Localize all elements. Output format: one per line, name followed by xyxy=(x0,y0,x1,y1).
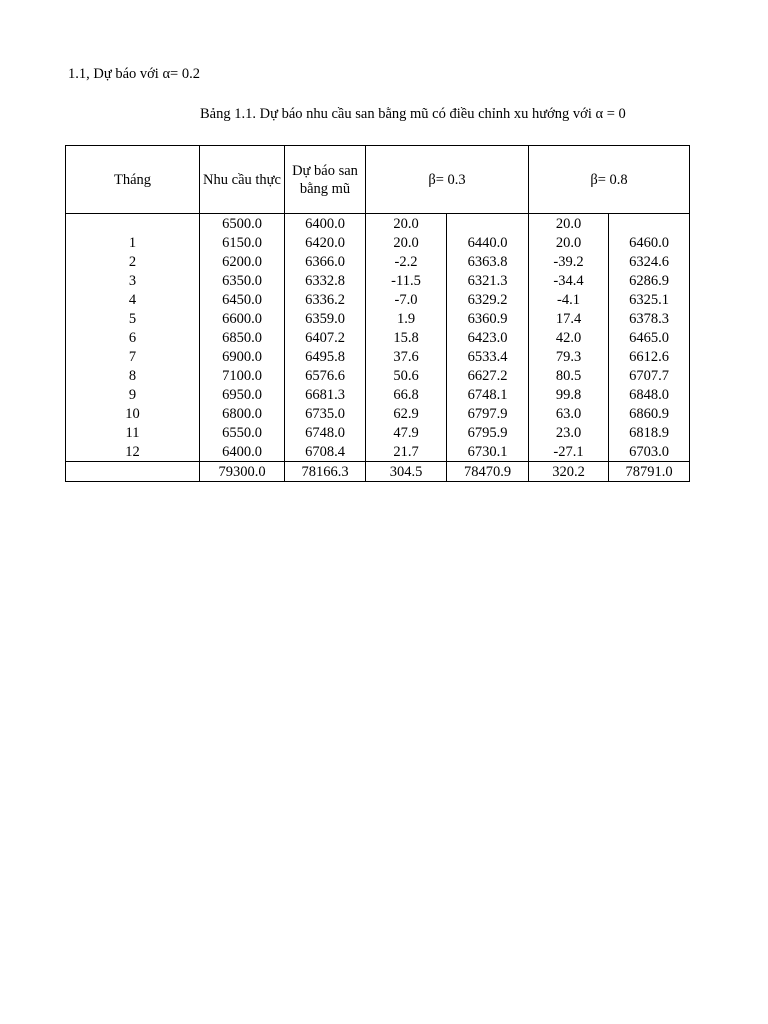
cell-adjusted-b03: 6533.4 xyxy=(447,347,529,366)
cell-forecast: 6366.0 xyxy=(285,252,366,271)
cell-month: 5 xyxy=(66,309,200,328)
cell-actual: 6900.0 xyxy=(200,347,285,366)
total-cell-adjusted-b03: 78470.9 xyxy=(447,462,529,482)
table-row xyxy=(66,271,690,290)
cell-month: 4 xyxy=(66,290,200,309)
total-cell-forecast: 78166.3 xyxy=(285,462,366,482)
cell-month: 9 xyxy=(66,385,200,404)
section-heading: 1.1, Dự báo với α= 0.2 xyxy=(68,66,200,82)
forecast-table xyxy=(65,145,690,482)
cell-trend-b03: 62.9 xyxy=(366,404,447,423)
cell-forecast: 6576.6 xyxy=(285,366,366,385)
table-row xyxy=(66,233,690,252)
cell-trend-b03: 1.9 xyxy=(366,309,447,328)
cell-actual: 6800.0 xyxy=(200,404,285,423)
cell-adjusted-b03: 6730.1 xyxy=(447,442,529,462)
cell-trend-b03: -7.0 xyxy=(366,290,447,309)
cell-adjusted-b03: 6360.9 xyxy=(447,309,529,328)
cell-adjusted-b08 xyxy=(609,214,690,234)
cell-trend-b08: -39.2 xyxy=(529,252,609,271)
cell-actual: 6400.0 xyxy=(200,442,285,462)
cell-forecast: 6407.2 xyxy=(285,328,366,347)
cell-actual: 6500.0 xyxy=(200,214,285,234)
cell-forecast: 6400.0 xyxy=(285,214,366,234)
cell-trend-b03: 66.8 xyxy=(366,385,447,404)
cell-actual: 6200.0 xyxy=(200,252,285,271)
cell-forecast: 6359.0 xyxy=(285,309,366,328)
cell-month: 3 xyxy=(66,271,200,290)
header-month: Tháng xyxy=(66,146,200,214)
header-beta-0-8: β= 0.8 xyxy=(529,146,690,214)
cell-month: 8 xyxy=(66,366,200,385)
cell-adjusted-b08: 6860.9 xyxy=(609,404,690,423)
cell-forecast: 6336.2 xyxy=(285,290,366,309)
cell-trend-b08: 20.0 xyxy=(529,233,609,252)
cell-actual: 6600.0 xyxy=(200,309,285,328)
cell-trend-b08: 23.0 xyxy=(529,423,609,442)
cell-adjusted-b03: 6627.2 xyxy=(447,366,529,385)
cell-adjusted-b08: 6324.6 xyxy=(609,252,690,271)
cell-trend-b03: 47.9 xyxy=(366,423,447,442)
cell-adjusted-b08: 6612.6 xyxy=(609,347,690,366)
cell-adjusted-b03: 6748.1 xyxy=(447,385,529,404)
cell-month xyxy=(66,214,200,234)
cell-forecast: 6748.0 xyxy=(285,423,366,442)
table-row xyxy=(66,328,690,347)
cell-adjusted-b08: 6378.3 xyxy=(609,309,690,328)
cell-adjusted-b08: 6325.1 xyxy=(609,290,690,309)
cell-forecast: 6735.0 xyxy=(285,404,366,423)
cell-trend-b08: 17.4 xyxy=(529,309,609,328)
cell-trend-b08: -4.1 xyxy=(529,290,609,309)
cell-adjusted-b03: 6795.9 xyxy=(447,423,529,442)
cell-adjusted-b03: 6321.3 xyxy=(447,271,529,290)
total-cell-adjusted-b08: 78791.0 xyxy=(609,462,690,482)
cell-forecast: 6495.8 xyxy=(285,347,366,366)
table-row xyxy=(66,214,690,234)
cell-trend-b08: 79.3 xyxy=(529,347,609,366)
cell-adjusted-b03 xyxy=(447,214,529,234)
cell-trend-b03: 21.7 xyxy=(366,442,447,462)
cell-trend-b03: 20.0 xyxy=(366,214,447,234)
cell-actual: 6350.0 xyxy=(200,271,285,290)
cell-trend-b08: -27.1 xyxy=(529,442,609,462)
table-row xyxy=(66,366,690,385)
cell-month: 1 xyxy=(66,233,200,252)
cell-forecast: 6420.0 xyxy=(285,233,366,252)
cell-trend-b03: 50.6 xyxy=(366,366,447,385)
cell-adjusted-b03: 6363.8 xyxy=(447,252,529,271)
cell-adjusted-b03: 6440.0 xyxy=(447,233,529,252)
cell-actual: 6950.0 xyxy=(200,385,285,404)
cell-month: 12 xyxy=(66,442,200,462)
cell-adjusted-b08: 6707.7 xyxy=(609,366,690,385)
cell-trend-b08: 99.8 xyxy=(529,385,609,404)
cell-month: 2 xyxy=(66,252,200,271)
table-row xyxy=(66,252,690,271)
cell-forecast: 6681.3 xyxy=(285,385,366,404)
cell-adjusted-b03: 6329.2 xyxy=(447,290,529,309)
cell-actual: 6850.0 xyxy=(200,328,285,347)
cell-trend-b03: -11.5 xyxy=(366,271,447,290)
table-row xyxy=(66,385,690,404)
cell-adjusted-b08: 6465.0 xyxy=(609,328,690,347)
header-exp-smoothing-forecast: Dự báo san bằng mũ xyxy=(285,146,366,214)
total-cell-month xyxy=(66,462,200,482)
cell-trend-b03: 15.8 xyxy=(366,328,447,347)
cell-month: 6 xyxy=(66,328,200,347)
cell-trend-b08: 63.0 xyxy=(529,404,609,423)
cell-actual: 6550.0 xyxy=(200,423,285,442)
table-row xyxy=(66,347,690,366)
cell-adjusted-b03: 6423.0 xyxy=(447,328,529,347)
cell-trend-b03: 20.0 xyxy=(366,233,447,252)
table-row xyxy=(66,290,690,309)
table-row xyxy=(66,309,690,328)
cell-forecast: 6708.4 xyxy=(285,442,366,462)
cell-forecast: 6332.8 xyxy=(285,271,366,290)
cell-trend-b08: 80.5 xyxy=(529,366,609,385)
cell-trend-b08: 42.0 xyxy=(529,328,609,347)
cell-month: 10 xyxy=(66,404,200,423)
cell-actual: 6150.0 xyxy=(200,233,285,252)
table-caption: Bảng 1.1. Dự báo nhu cầu san bằng mũ có điều chỉnh xu hướng với α = 0 xyxy=(200,106,626,122)
cell-trend-b08: 20.0 xyxy=(529,214,609,234)
cell-adjusted-b03: 6797.9 xyxy=(447,404,529,423)
cell-adjusted-b08: 6460.0 xyxy=(609,233,690,252)
table-row xyxy=(66,442,690,462)
cell-adjusted-b08: 6703.0 xyxy=(609,442,690,462)
table-body xyxy=(66,214,690,482)
cell-adjusted-b08: 6286.9 xyxy=(609,271,690,290)
cell-actual: 6450.0 xyxy=(200,290,285,309)
total-cell-actual: 79300.0 xyxy=(200,462,285,482)
header-actual-demand: Nhu cầu thực xyxy=(200,146,285,214)
header-beta-0-3: β= 0.3 xyxy=(366,146,529,214)
total-cell-trend-b08: 320.2 xyxy=(529,462,609,482)
table-row xyxy=(66,423,690,442)
table-row xyxy=(66,404,690,423)
cell-actual: 7100.0 xyxy=(200,366,285,385)
cell-adjusted-b08: 6818.9 xyxy=(609,423,690,442)
total-row xyxy=(66,462,690,482)
cell-month: 11 xyxy=(66,423,200,442)
cell-adjusted-b08: 6848.0 xyxy=(609,385,690,404)
cell-trend-b08: -34.4 xyxy=(529,271,609,290)
cell-trend-b03: 37.6 xyxy=(366,347,447,366)
cell-trend-b03: -2.2 xyxy=(366,252,447,271)
cell-month: 7 xyxy=(66,347,200,366)
total-cell-trend-b03: 304.5 xyxy=(366,462,447,482)
